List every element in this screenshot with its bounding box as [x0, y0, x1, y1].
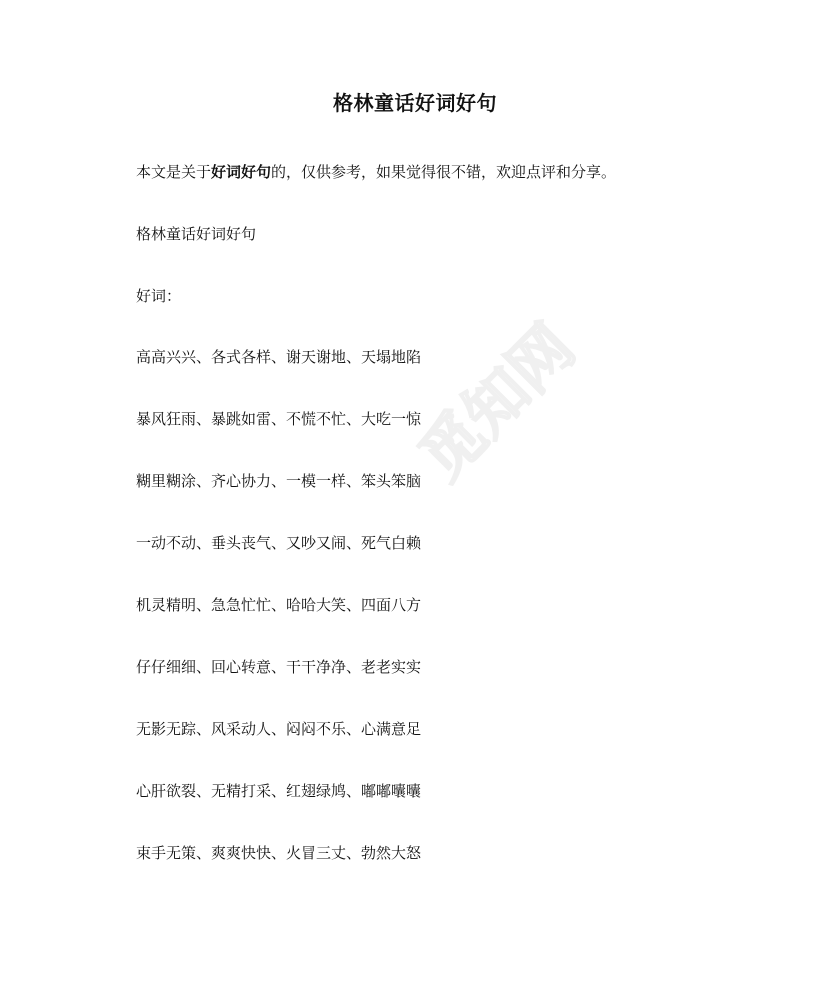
intro-highlight: 好词好句	[211, 163, 272, 181]
intro-paragraph	[136, 160, 616, 184]
word-line: 暴风狂雨、暴跳如雷、不慌不忙、大吃一惊	[136, 410, 422, 428]
word-line: 束手无策、爽爽快快、火冒三丈、勃然大怒	[136, 844, 422, 862]
word-line: 仔仔细细、回心转意、干干净净、老老实实	[136, 658, 422, 676]
section-subtitle: 格林童话好词好句	[136, 225, 257, 243]
watermark	[405, 310, 605, 510]
intro-suffix: 的，仅供参考，如果觉得很不错，欢迎点评和分享。	[271, 163, 617, 181]
word-line: 一动不动、垂头丧气、又吵又闹、死气白赖	[136, 534, 422, 552]
word-line: 心肝欲裂、无精打采、红翅绿鸠、嘟嘟囔囔	[136, 782, 422, 800]
word-line: 高高兴兴、各式各样、谢天谢地、天塌地陷	[136, 348, 422, 366]
words-label: 好词：	[136, 287, 182, 305]
word-line: 机灵精明、急急忙忙、哈哈大笑、四面八方	[136, 596, 422, 614]
watermark-text: 觅知网	[405, 310, 589, 494]
word-line: 糊里糊涂、齐心协力、一模一样、笨头笨脑	[136, 472, 422, 490]
intro-prefix: 本文是关于	[136, 163, 212, 181]
document-title: 格林童话好词好句	[333, 91, 497, 115]
word-line: 无影无踪、风采动人、闷闷不乐、心满意足	[136, 720, 422, 738]
